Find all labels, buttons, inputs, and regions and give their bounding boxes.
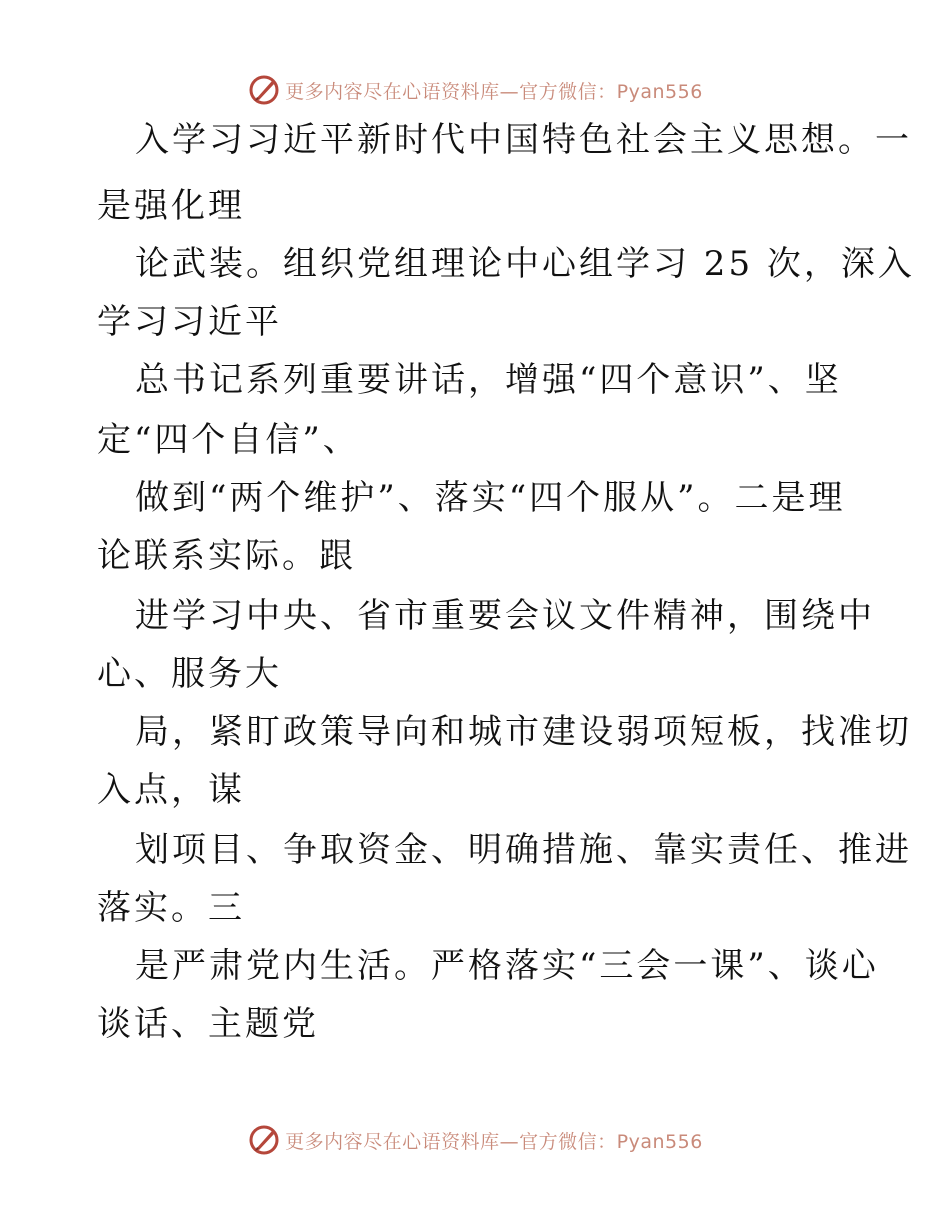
footer-watermark-banner — [0, 1120, 950, 1160]
header-watermark-banner — [0, 70, 950, 110]
body-line: 划项目、争取资金、明确措施、靠实责任、推进 — [135, 830, 912, 870]
body-line: 落实。三 — [97, 888, 245, 928]
body-line: 是强化理 — [97, 186, 245, 226]
body-line: 论联系实际。跟 — [97, 536, 356, 576]
quill-pen-logo-icon — [247, 73, 281, 107]
body-line: 总书记系列重要讲话，增强“四个意识”、坚 — [135, 360, 842, 400]
body-line: 定“四个自信”、 — [97, 420, 360, 460]
header-watermark-text: 更多内容尽在心语资料库—官方微信：Pyan556 — [285, 80, 703, 103]
quill-pen-logo-icon — [247, 1123, 281, 1157]
body-line: 进学习中央、省市重要会议文件精神，围绕中 — [135, 596, 875, 636]
body-line: 做到“两个维护”、落实“四个服从”。二是理 — [135, 478, 846, 518]
body-line: 是严肃党内生活。严格落实“三会一课”、谈心 — [135, 946, 879, 986]
body-line: 论武装。组织党组理论中心组学习 25 次，深入 — [135, 244, 915, 284]
body-line: 学习习近平 — [97, 302, 282, 342]
body-line: 入点，谋 — [97, 770, 245, 810]
body-line: 局，紧盯政策导向和城市建设弱项短板，找准切 — [135, 712, 912, 752]
footer-watermark-text: 更多内容尽在心语资料库—官方微信：Pyan556 — [285, 1130, 703, 1153]
body-line: 谈话、主题党 — [97, 1004, 319, 1044]
body-line: 心、服务大 — [97, 654, 282, 694]
body-line: 入学习习近平新时代中国特色社会主义思想。一 — [135, 120, 912, 160]
